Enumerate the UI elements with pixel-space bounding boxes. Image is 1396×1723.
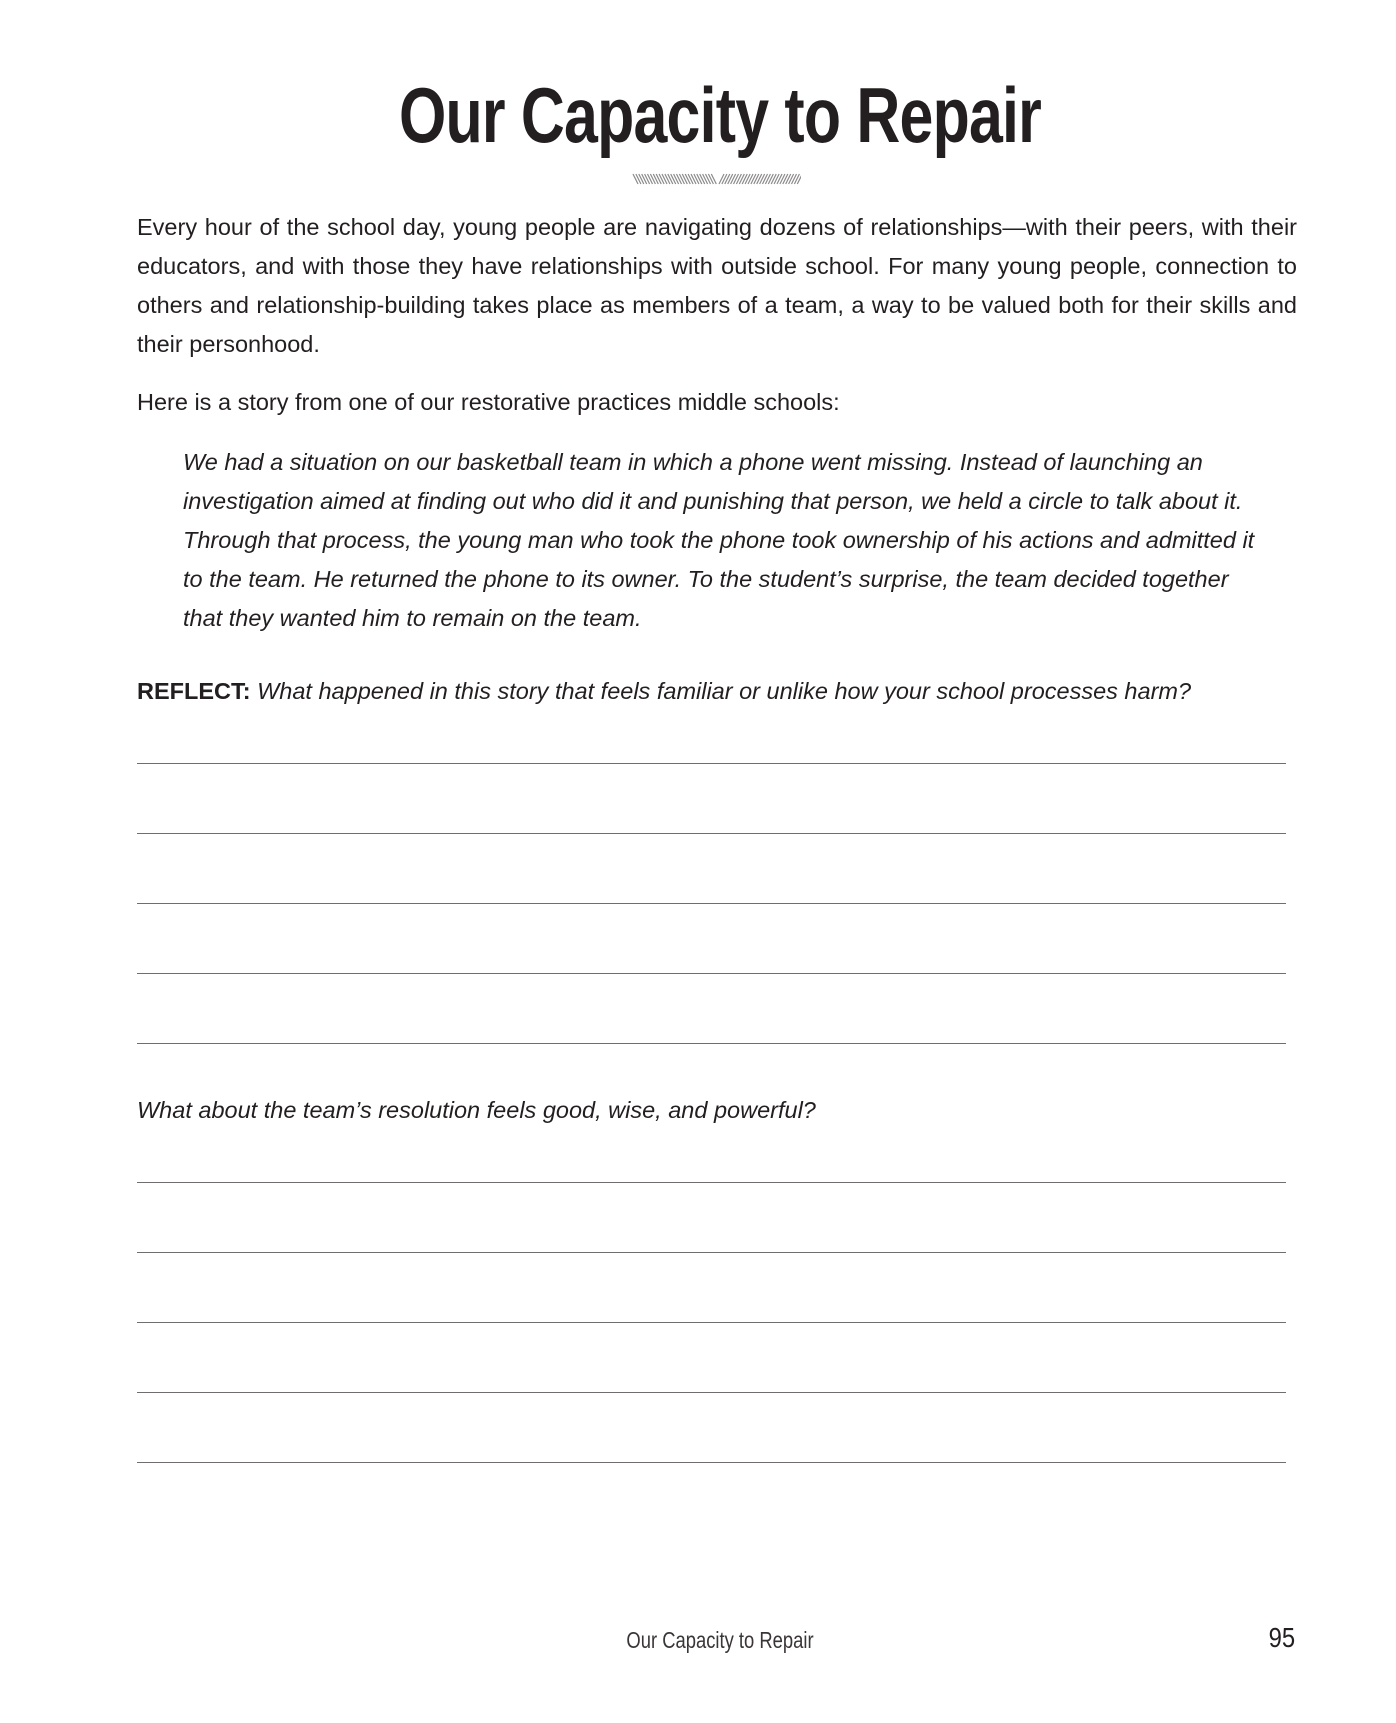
answer-line[interactable] — [137, 903, 1286, 904]
title-ornament — [631, 172, 801, 186]
page-number: 95 — [1268, 1622, 1295, 1653]
page-title: Our Capacity to Repair — [398, 71, 1042, 159]
intro-paragraph: Every hour of the school day, young people are navigating dozens of relationships—with their peers, with their educators, and with those they have relationships with outside school. For many young people, connection to others and relationship-building takes place as members of a team, a way to be valued both for their skills and their personhood. — [137, 214, 1297, 357]
answer-line[interactable] — [137, 1182, 1286, 1183]
answer-line[interactable] — [137, 763, 1286, 764]
answer-line[interactable] — [137, 833, 1286, 834]
story-lead-in: Here is a story from one of our restorative practices middle schools: — [137, 389, 840, 415]
story-quote: We had a situation on our basketball team in which a phone went missing. Instead of launching an investigation aimed at finding out who did it and punishing that person, we held a circle to talk about it. Through that process, the young man who took the phone took ownership of his actions and admitted it to the team. He returned the phone to its owner. To the student’s surprise, the team decided together that they wanted him to remain on the team. — [183, 449, 1255, 631]
reflect-question-1: What happened in this story that feels familiar or unlike how your school processes harm? — [257, 678, 1192, 704]
reflect-label: REFLECT: — [137, 678, 251, 704]
footer-running-title: Our Capacity to Repair — [626, 1627, 814, 1653]
answer-line[interactable] — [137, 1392, 1286, 1393]
reflect-question-2: What about the team’s resolution feels good, wise, and powerful? — [137, 1097, 816, 1123]
answer-line[interactable] — [137, 1322, 1286, 1323]
answer-line[interactable] — [137, 1043, 1286, 1044]
answer-line[interactable] — [137, 1252, 1286, 1253]
answer-line[interactable] — [137, 973, 1286, 974]
reflect-prompt — [137, 675, 1307, 707]
answer-line[interactable] — [137, 1462, 1286, 1463]
reflect-prompt-2 — [137, 1094, 1307, 1126]
